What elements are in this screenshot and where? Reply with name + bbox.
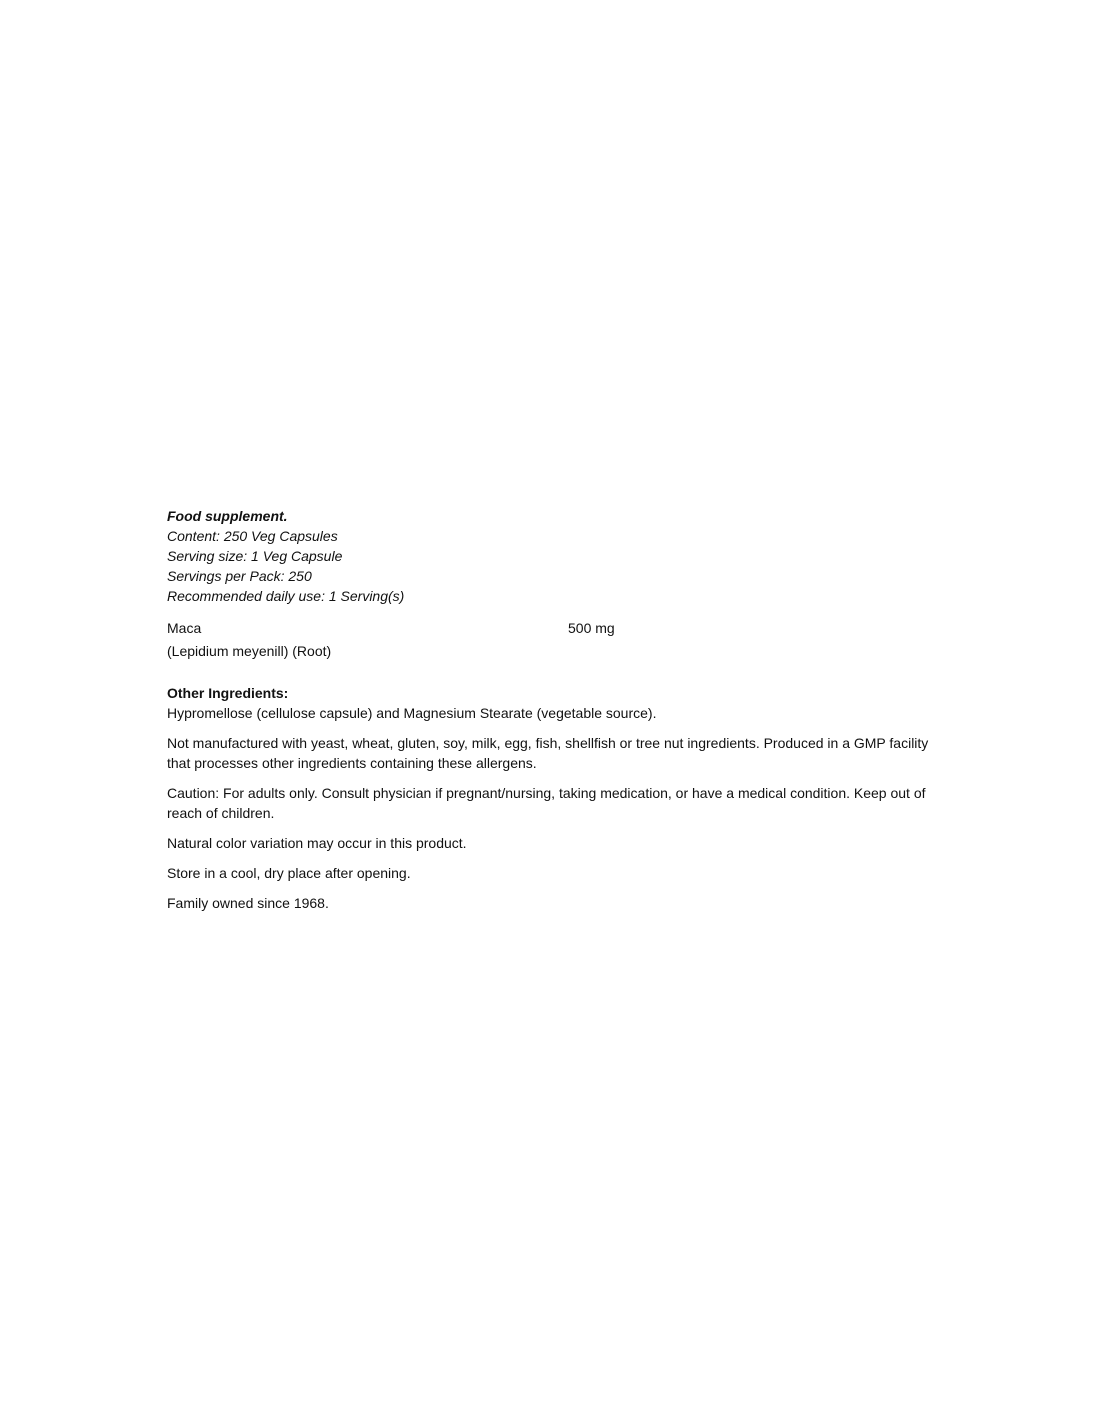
ingredient-detail: (Lepidium meyenill) (Root) xyxy=(167,643,332,659)
servings-per-pack-line: Servings per Pack: 250 xyxy=(167,568,312,584)
supplement-header xyxy=(167,506,937,606)
storage-instruction: Store in a cool, dry place after opening. xyxy=(167,865,411,881)
content-line: Content: 250 Veg Capsules xyxy=(167,528,338,544)
label-title: Food supplement. xyxy=(167,508,288,524)
recommended-use-line: Recommended daily use: 1 Serving(s) xyxy=(167,588,405,604)
ingredient-row xyxy=(167,618,937,638)
allergen-statement: Not manufactured with yeast, wheat, gluten, soy, milk, egg, fish, shellfish or tree nut ingredients. Produced in a GMP facility that processes other ingredients containing these allergens. xyxy=(167,735,929,771)
other-ingredients-text: Hypromellose (cellulose capsule) and Magnesium Stearate (vegetable source). xyxy=(167,705,657,721)
family-owned-note: Family owned since 1968. xyxy=(167,895,329,911)
ingredient-amount: 500 mg xyxy=(568,620,615,636)
serving-size-line: Serving size: 1 Veg Capsule xyxy=(167,548,343,564)
other-ingredients-title: Other Ingredients: xyxy=(167,685,289,701)
caution-statement: Caution: For adults only. Consult physician if pregnant/nursing, taking medication, or have a medical condition. Keep out of reach of children. xyxy=(167,785,926,821)
ingredient-name: Maca xyxy=(167,620,202,636)
supplement-label xyxy=(167,506,937,913)
color-variation-note: Natural color variation may occur in this product. xyxy=(167,835,467,851)
